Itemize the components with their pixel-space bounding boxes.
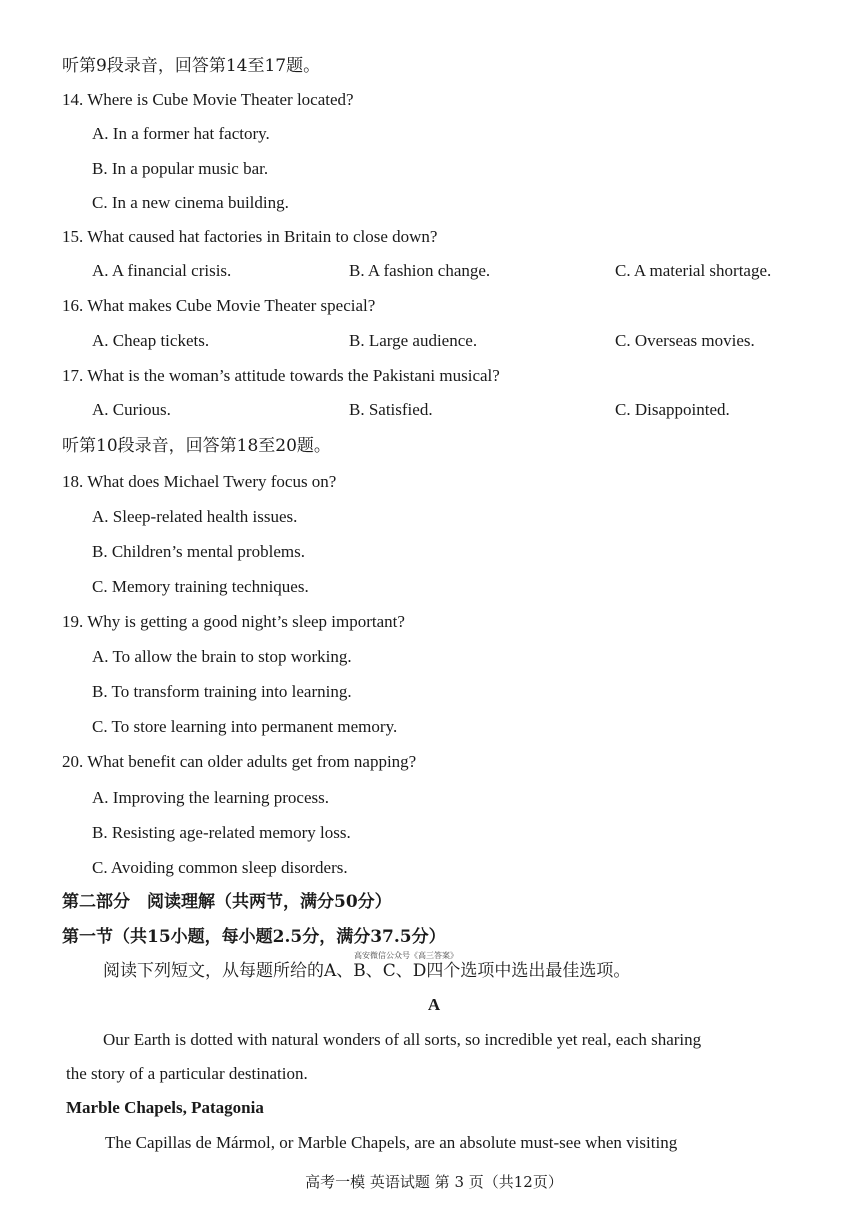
question-17-stem: 17. What is the woman’s attitude towards the Pakistani musical? bbox=[62, 366, 500, 385]
question-15-option-b: B. A fashion change. bbox=[349, 261, 491, 280]
question-20-option-b: B. Resisting age-related memory loss. bbox=[92, 823, 351, 842]
question-18-stem: 18. What does Michael Twery focus on? bbox=[62, 472, 337, 491]
reading-instruction: 阅读下列短文，从每题所给的A、B、C、D四个选项中选出最佳选项。 bbox=[103, 961, 631, 981]
passage-intro-line-1: Our Earth is dotted with natural wonders of all sorts, so incredible yet real, each sharing bbox=[103, 1030, 702, 1049]
section-10-header: 听第10段录音，回答第18至20题。 bbox=[62, 436, 331, 456]
passage-label: A bbox=[427, 995, 441, 1014]
question-16-option-b: B. Large audience. bbox=[349, 331, 478, 350]
question-19-option-a: A. To allow the brain to stop working. bbox=[92, 647, 352, 666]
question-18-option-b: B. Children’s mental problems. bbox=[92, 542, 305, 561]
question-14-option-b: B. In a popular music bar. bbox=[92, 159, 269, 178]
question-17-option-c: C. Disappointed. bbox=[615, 400, 730, 419]
question-14-option-c: C. In a new cinema building. bbox=[92, 193, 289, 212]
question-16-stem: 16. What makes Cube Movie Theater special? bbox=[62, 296, 376, 315]
question-16-option-a: A. Cheap tickets. bbox=[92, 331, 210, 350]
question-20-option-a: A. Improving the learning process. bbox=[92, 788, 329, 807]
question-15-option-c: C. A material shortage. bbox=[615, 261, 772, 280]
question-18-option-c: C. Memory training techniques. bbox=[92, 577, 309, 596]
part-2-title: 第二部分 阅读理解（共两节，满分50分） bbox=[62, 892, 392, 912]
part-2-section-1-title: 第一节（共15小题，每小题2.5分，满分37.5分） bbox=[62, 927, 446, 947]
passage-intro-line-2: the story of a particular destination. bbox=[66, 1064, 308, 1083]
watermark-text: 高安微信公众号《高三答案》 bbox=[354, 951, 458, 960]
question-20-option-c: C. Avoiding common sleep disorders. bbox=[92, 858, 348, 877]
question-17-option-a: A. Curious. bbox=[92, 400, 171, 419]
page-footer: 高考一模 英语试题 第 3 页（共12页） bbox=[305, 1173, 563, 1191]
question-19-option-b: B. To transform training into learning. bbox=[92, 682, 352, 701]
question-15-option-a: A. A financial crisis. bbox=[92, 261, 232, 280]
passage-body-line-1: The Capillas de Mármol, or Marble Chapels, are an absolute must-see when visiting bbox=[105, 1133, 678, 1152]
question-15-stem: 15. What caused hat factories in Britain to close down? bbox=[62, 227, 438, 246]
question-18-option-a: A. Sleep-related health issues. bbox=[92, 507, 298, 526]
question-16-option-c: C. Overseas movies. bbox=[615, 331, 755, 350]
question-19-option-c: C. To store learning into permanent memory. bbox=[92, 717, 398, 736]
question-14-stem: 14. Where is Cube Movie Theater located? bbox=[62, 90, 354, 109]
question-20-stem: 20. What benefit can older adults get from napping? bbox=[62, 752, 417, 771]
question-17-option-b: B. Satisfied. bbox=[349, 400, 433, 419]
section-9-header: 听第9段录音，回答第14至17题。 bbox=[62, 56, 321, 76]
question-19-stem: 19. Why is getting a good night’s sleep important? bbox=[62, 612, 405, 631]
question-14-option-a: A. In a former hat factory. bbox=[92, 124, 270, 143]
passage-subheading: Marble Chapels, Patagonia bbox=[66, 1098, 264, 1117]
